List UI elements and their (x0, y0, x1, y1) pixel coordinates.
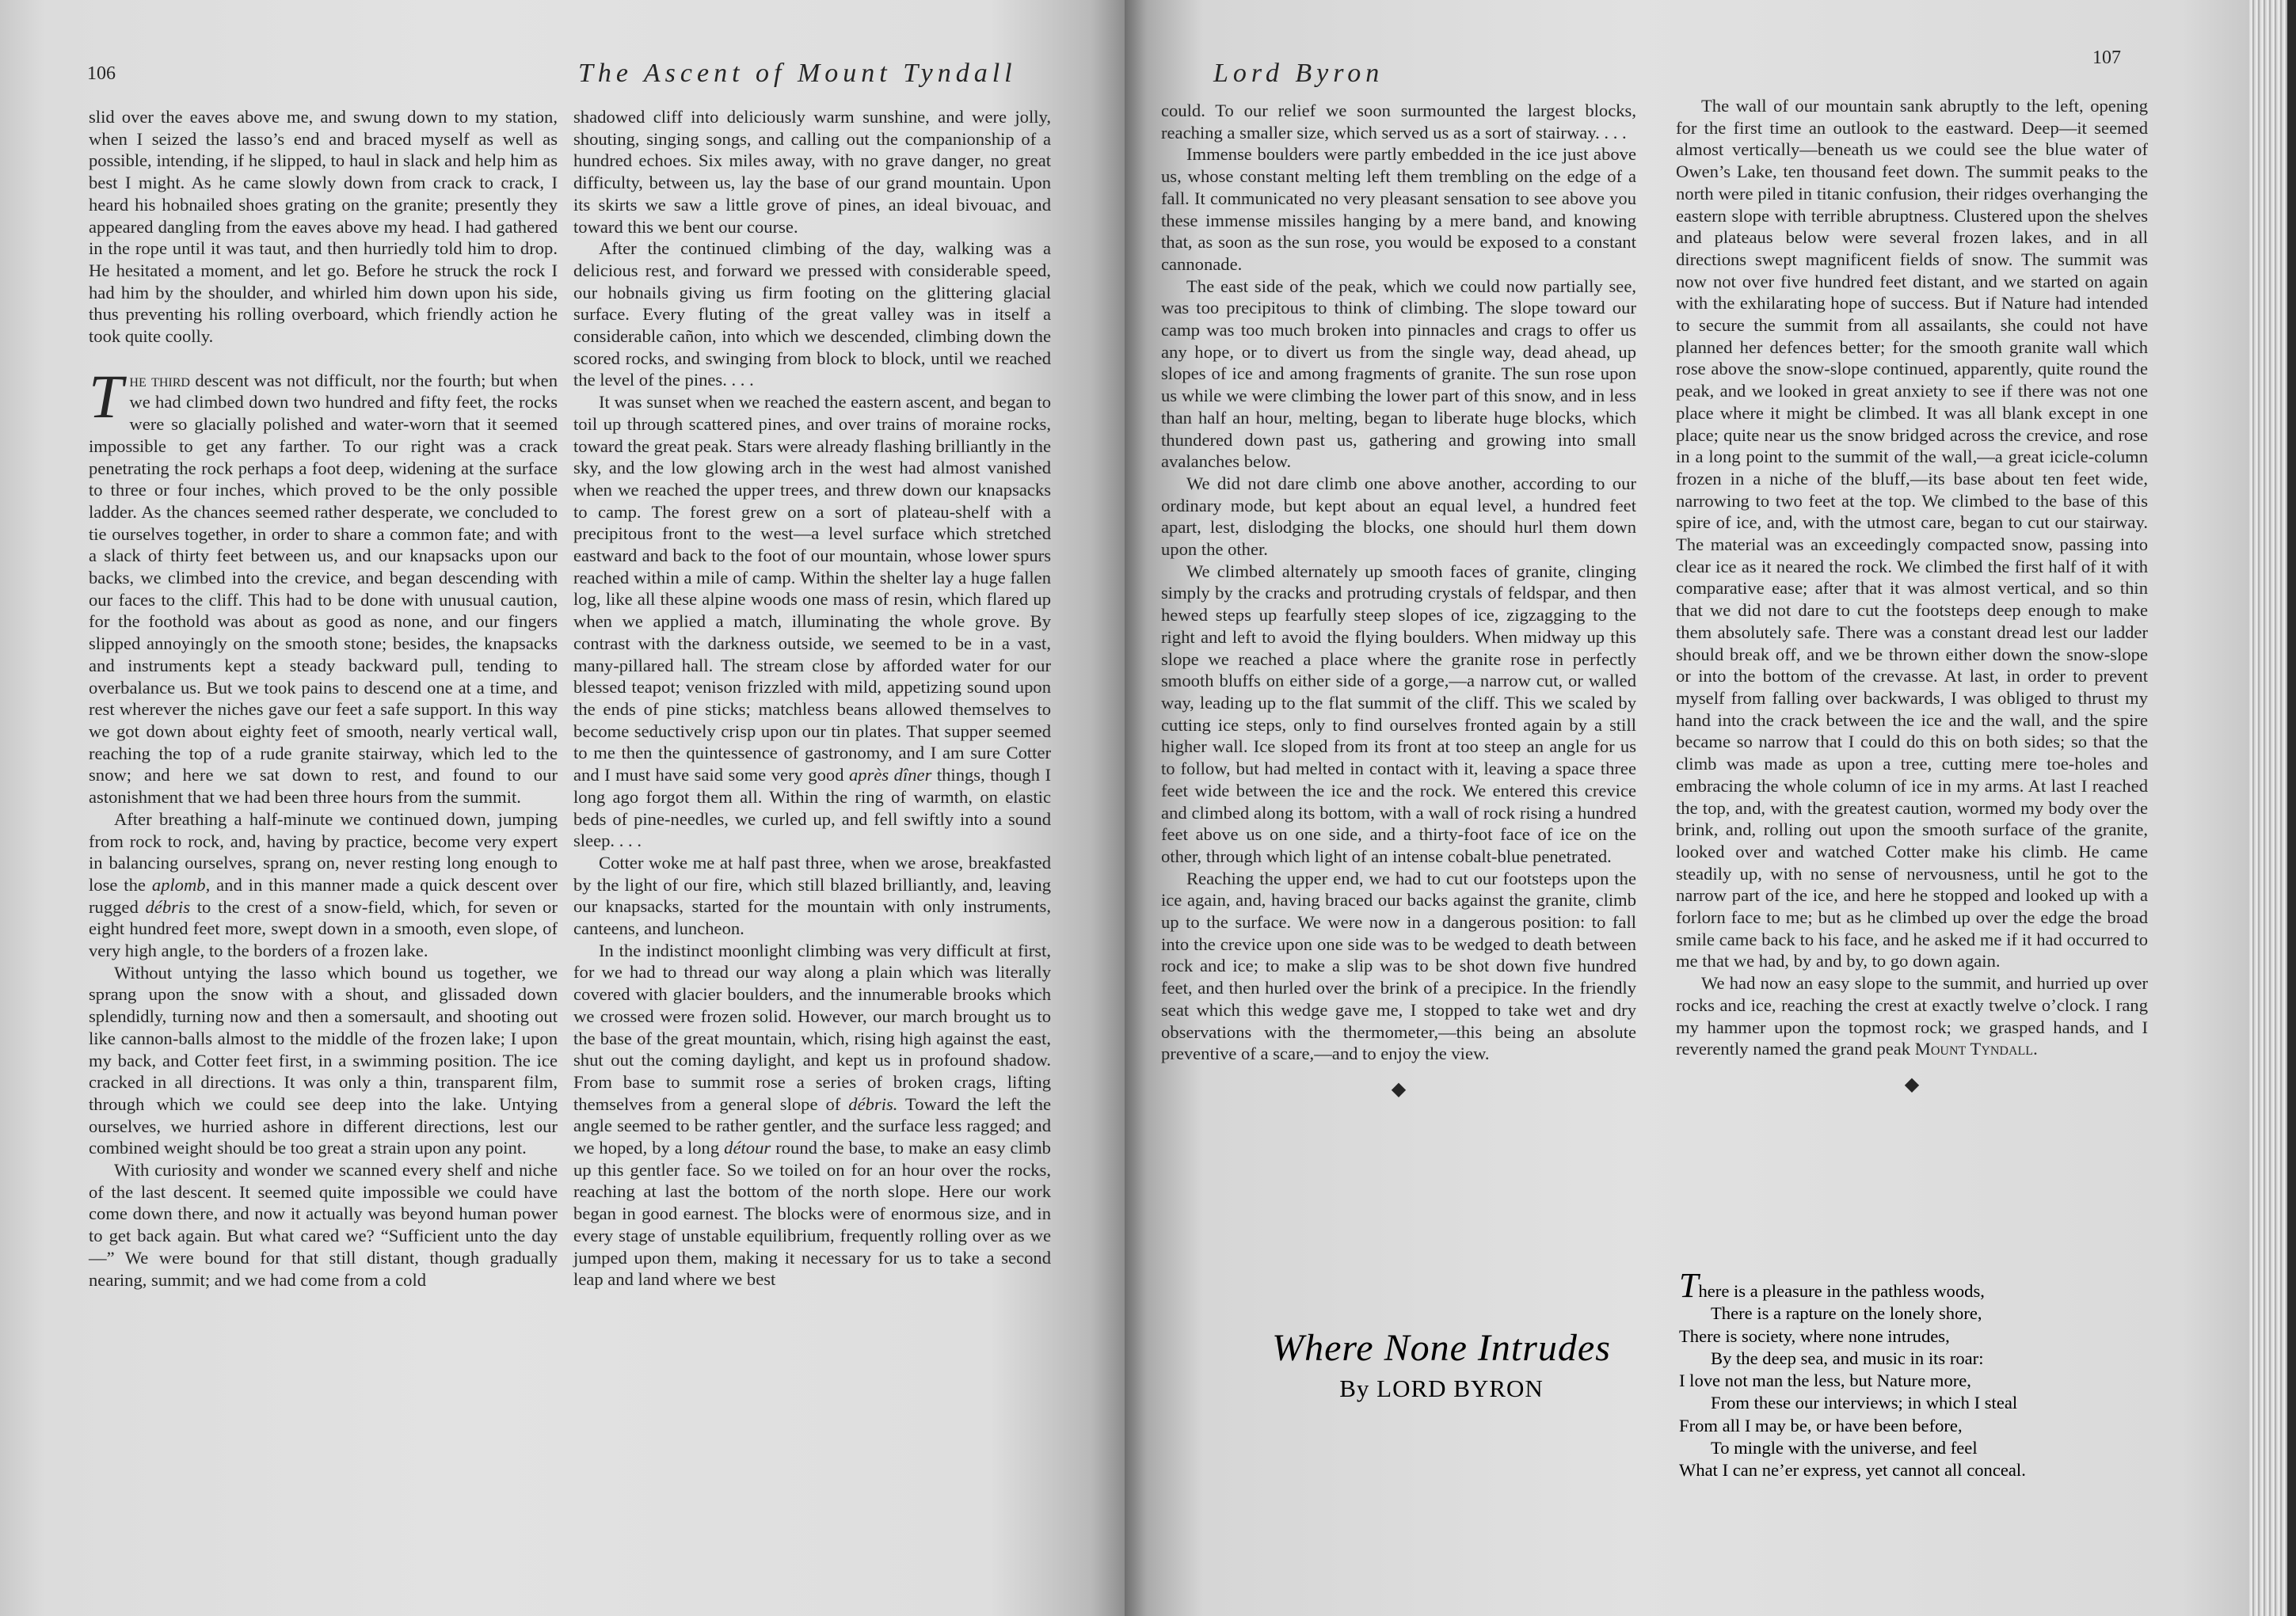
paragraph (89, 361, 558, 808)
paragraph-text: round the base, to make an easy climb up this gentler face. So we toiled on for an hour over the rocks, reaching at last the bottom of the north slope. Here our work began in good earnest. The blocks were of enormous size, and in every stage of unstable equilibrium, frequently rolling over as we jumped upon them, making it necessary for us to take a second leap and land where we best (573, 1138, 1051, 1290)
ornament-icon: ◆ (1391, 1078, 1407, 1100)
italic-word: aplomb, (151, 874, 211, 895)
poem-line: There is a rapture on the lonely shore, (1711, 1303, 1982, 1324)
paragraph (573, 391, 1051, 852)
paragraph-text: It was sunset when we reached the eastern ascent, and began to toil up through scattered pines, and over trains of moraine rocks, toward the great peak. Stars were already flashing brilliantly in the sky, and the low glowing arch in the west had almost vanished when we reached the upper trees, and threw down our knapsacks to camp. The forest grew on a sort of plateau-shelf with a precipitous front to the west—a level surface which stretched eastward and back to the foot of our mountain, whose lower spurs reached within a mile of camp. Within the shelter lay a huge fallen log, like all these alpine woods one mass of resin, which flared up when we applied a match, illuminating the whole grove. By contrast with the darkness outside, we seemed to be in a vast, many-pillared hall. The stream close by afforded water for our blessed teapot; venison frizzled with mild, appetizing sound upon the ends of pine sticks; matchless beans allowed themselves to become seductively crisp upon our tin plates. That supper seemed to me then the quintessence of gastronomy, and I am sure Cotter and I must have said some very good (573, 392, 1051, 785)
italic-word: débris (145, 896, 190, 917)
ornament-icon: ◆ (1904, 1074, 1920, 1095)
page-number-left: 106 (87, 63, 116, 84)
right-column-2 (1676, 95, 2148, 1097)
poem-line: There is society, where none intrudes, (1679, 1325, 1950, 1346)
paragraph-text: In the indistinct moonlight climbing was very difficult at first, for we had to thread our way along a plain which was literally covered with glacier boulders, and the innumerable brooks which we crossed were frozen solid. However, our march brought us to the base of the great mountain, which, rising high against the east, shut out the coming daylight, and kept us in profound shadow. From base to summit rose a series of broken crags, lifting themselves from a general slope of (573, 940, 1051, 1114)
right-column-1 (1161, 100, 1636, 1101)
paragraph: Reaching the upper end, we had to cut our footsteps upon the ice again, and, having braced our backs against the granite, climb up to the surface. We were now in a dangerous position: to fall into the crevice upon one side was to be wedged to death between rock and ice; to make a slip was to be shot down five hundred feet, and then hurled over the brink of a precipice. In the friendly seat which this wedge gave me, I stopped to take wet and dry observations with the thermometer,—this being an absolute preventive of a scare,—and to enjoy the view. (1161, 868, 1636, 1064)
poem-byline: By LORD BYRON (1339, 1375, 1544, 1402)
paragraph (573, 940, 1051, 1291)
left-column-1 (89, 106, 558, 1291)
paragraph-text: We had now an easy slope to the summit, and hurried up over rocks and ice, reaching the crest at exactly twelve o’clock. I rang my hammer upon the topmost rock; we grasped hands, and I reverently named the grand peak (1676, 973, 2148, 1059)
paragraph-text: Toward the left the angle seemed to be rather gentler, and the surface less ragged; and we hoped, by a long (573, 1093, 1051, 1158)
book-edge-shadow (2287, 0, 2296, 1616)
poem-line: I love not man the less, but Nature more, (1679, 1371, 1971, 1391)
small-caps-lead: he third (129, 370, 190, 390)
paragraph-text: After breathing a half-minute we continued down, jumping from rock to rock, and, having by practice, become very expert in balancing ourselves, sprang on, never resting long enough to lose the (89, 808, 558, 895)
paragraph: With curiosity and wonder we scanned every shelf and niche of the last descent. It seemed quite impossible we could have come down there, and now it actually was beyond human power to get back again. But what cared we? “Sufficient unto the day—” We were bound for that still distant, though gradually nearing, summit; and we had come from a cold (89, 1160, 558, 1290)
italic-word: détour (724, 1138, 771, 1158)
paragraph: We climbed alternately up smooth faces of granite, clinging simply by the cracks and protruding crystals of feldspar, and then hewed steps up fearfully steep slopes of ice, zigzagging to the right and left to avoid the flying boulders. When midway up this slope we reached a place where the granite rose in perfectly smooth bluffs on either side of a gorge,—a narrow cut, or walled way, leading up to the flat summit of the cliff. This we scaled by cutting ice steps, only to find ourselves fronted again by a still higher wall. Ice sloped from its front at too steep an angle for us to follow, but had melted in contact with it, leaving a space three feet wide between the ice and the rock. We entered this crevice and climbed along its bottom, with a wall of rock rising a hundred feet above us on one side, and a thirty-foot face of ice on the other, through which light of an intense cobalt-blue penetrated. (1161, 561, 1636, 866)
paragraph: We did not dare climb one above another, according to our ordinary mode, but kept about an equal level, a hundred feet apart, lest, dislodging the blocks, one should hurl them down upon the other. (1161, 473, 1636, 560)
paragraph: shadowed cliff into deliciously warm sunshine, and were jolly, shouting, singing songs, and calling out the companionship of a hundred echoes. Six miles away, with no grave danger, no great difficulty, between us, lay the base of our grand mountain. Upon its skirts we saw a little grove of pines, an ideal bivouac, and toward this we bent our course. (573, 107, 1051, 237)
paragraph (1676, 972, 2148, 1060)
running-head-right: Lord Byron (1213, 59, 1384, 88)
italic-word: après dîner (848, 765, 932, 785)
paragraph (89, 808, 558, 962)
poem-line: What I can ne’er express, yet cannot all conceal. (1679, 1460, 2026, 1481)
paragraph: could. To our relief we soon surmounted the largest blocks, reaching a smaller size, which served us as a sort of stairway. . . . (1161, 101, 1636, 143)
poem-line: By the deep sea, and music in its roar: (1711, 1348, 1984, 1368)
paragraph-text: to the crest of a snow-field, which, for seven or eight hundred feet more, swept down in a smooth, even slope, of very high angle, to the borders of a frozen lake. (89, 896, 558, 961)
left-page (0, 0, 1125, 1616)
poem-line: There is a pleasure in the pathless woods, (1679, 1266, 1985, 1305)
poem-line: From these our interviews; in which I steal (1711, 1393, 2018, 1413)
drop-cap: T (89, 361, 124, 431)
poem-line: From all I may be, or have been before, (1679, 1415, 1963, 1435)
paragraph-text: and in this manner made a quick descent over rugged (89, 874, 558, 917)
paragraph: After the continued climbing of the day, walking was a delicious rest, and forward we pressed with considerable speed, our hobnails giving us firm footing on the glittering glacial surface. Every fluting of the great valley was in itself a considerable cañon, into which we descended, climbing down the scored rocks, and swinging from block to block, until we reached the level of the pines. . . . (573, 238, 1051, 390)
page-number-right: 107 (2092, 48, 2121, 68)
paragraph-text: descent was not difficult, nor the fourth; but when we had climbed down two hundred and fifty feet, the rocks were so glacially polished and water-worn that it seemed impossible to get any farther. To our right was a crack penetrating the rock perhaps a foot deep, widening at the surface to three or four inches, which proved to be the only possible ladder. As the chances seemed rather desperate, we concluded to tie ourselves together, in order to share a common fate; and with a slack of thirty feet between us, and our knapsacks upon our backs, we climbed into the crevice, and began descending with our faces to the cliff. This had to be done with unusual caution, for the foothold was about as good as none, and our fingers slipped annoyingly on the smooth stone; besides, the knapsacks and instruments kept a steady backward pull, tending to overbalance us. But we took pains to descend one at a time, and rest wherever the niches gave our feet a safe support. In this way we got down about eighty feet of smooth, nearly vertical wall, reaching the top of a rude granite stairway, which led to the snow; and here we sat down to rest, and found to our astonishment that we had been three hours from the summit. (89, 370, 558, 808)
paragraph: Without untying the lasso which bound us together, we sprang upon the snow with a shout, and glissaded down splendidly, turning now and then a somersault, and shooting out like cannon-balls almost to the middle of the frozen lake; I upon my back, and Cotter feet first, in a swimming position. The ice cracked in all directions. It was only a thin, transparent film, through which we could see deep into the lake. Untying ourselves, we hurried ashore in different directions, lest our combined weight should be too great a strain upon any point. (89, 962, 558, 1158)
paragraph: slid over the eaves above me, and swung down to my station, when I seized the lasso’s end and braced myself as well as possible, intending, if he slipped, to haul in slack and help him as best I might. As he came slowly down from crack to crack, I heard his hobnailed shoes grating on the granite; presently they appeared dangling from the eaves above my head. I had gathered in the rope until it was taut, and then hurriedly told him to drop. He hesitated a moment, and let go. Before he struck the rock I had him by the shoulder, and whirled him down upon his side, thus preventing his rolling overboard, which friendly action he took quite coolly. (89, 107, 558, 347)
poem-title: Where None Intrudes (1272, 1327, 1611, 1369)
poem (1679, 1266, 2186, 1482)
italic-word: débris. (848, 1093, 898, 1114)
paragraph: The east side of the peak, which we could now partially see, was too precipitous to think of climbing. The slope toward our camp was too much broken into pinnacles and crags to offer us any hope, or to divert us from the single way, dead ahead, up slopes of ice and among fragments of granite. The sun rose upon us while we were climbing the lower part of this snow, and in less than half an hour, melting, began to liberate huge blocks, which thundered down past us, gathering and growing into small avalanches below. (1161, 276, 1636, 472)
paragraph: Immense boulders were partly embedded in the ice just above us, whose constant melting left them trembling on the edge of a fall. It communicated no very pleasant sensation to see above you these immense missiles hanging by a mere band, and knowing that, as soon as the sun rose, you would be exposed to a constant cannonade. (1161, 144, 1636, 274)
running-head-left: The Ascent of Mount Tyndall (578, 59, 1017, 88)
paragraph-text: things, though I long ago forgot them all. Within the ring of warmth, on elastic beds of pine-needles, we curled up, and fell swiftly into a sound sleep. . . . (573, 765, 1051, 851)
left-column-2 (573, 106, 1051, 1291)
paragraph: Cotter woke me at half past three, when we arose, breakfasted by the light of our fire, which still blazed brilliantly, and, leaving our knapsacks, started for the mountain with only instruments, canteens, and luncheon. (573, 852, 1051, 939)
small-caps-name: Mount Tyndall. (1914, 1039, 2038, 1059)
paragraph: The wall of our mountain sank abruptly to the left, opening for the first time an outlook to the eastward. Deep—it seemed almost vertically—beneath us we could see the blue water of Owen’s Lake, ten thousand feet down. The summit peaks to the north were piled in titanic confusion, their ridges overhanging the eastern slope with terrible abruptness. Clustered upon the shelves and plateaus below were several frozen lakes, and in all directions swept magnificent fields of snow. The summit was now not over five hundred feet distant, and we started on again with the exhilarating hope of success. But if Nature had intended to secure the summit from all assailants, she could not have planned her defences better; for the smooth granite wall which rose above the snow-slope continued, apparently, quite round the peak, and we looked in great anxiety to see if there was not one place where it might be climbed. It was all blank except in one place; quite near us the snow bridged across the crevice, and rose in a long point to the summit of the wall,—a great icicle-column frozen in a niche of the bluff,—its base about ten feet wide, narrowing to two feet at the top. We climbed to the base of this spire of ice, and, with the utmost care, began to cut our stairway. The material was an exceedingly compacted snow, passing into clear ice as it neared the rock. We climbed the first half of it with comparative ease; after that it was almost vertical, and so thin that we did not dare to cut the footsteps deep enough to make them absolutely safe. There was a constant dread lest our ladder should break off, and we be thrown either down the snow-slope or into the bottom of the crevasse. At last, in order to prevent myself from falling over backwards, I was obliged to thrust my hand into the crack between the ice and the wall, and the spire became so narrow that I could do this on both sides; so that the climb was made as upon a tree, cutting mere toe-holes and embracing the whole column of ice in my arms. At last I reached the top, and, with the greatest caution, wormed my body over the brink, and, rolling out upon the smooth surface of the granite, looked over and watched Cotter make his climb. He came steadily up, with no sense of nervousness, until he got to the narrow part of the ice, and here he stopped and looked up with a forlorn face to me; but as he climbed up over the edge the broad smile came back to his face, and he asked me if it had occurred to me that we had, by and by, to go down again. (1676, 96, 2148, 972)
poem-line: To mingle with the universe, and feel (1711, 1438, 1978, 1458)
